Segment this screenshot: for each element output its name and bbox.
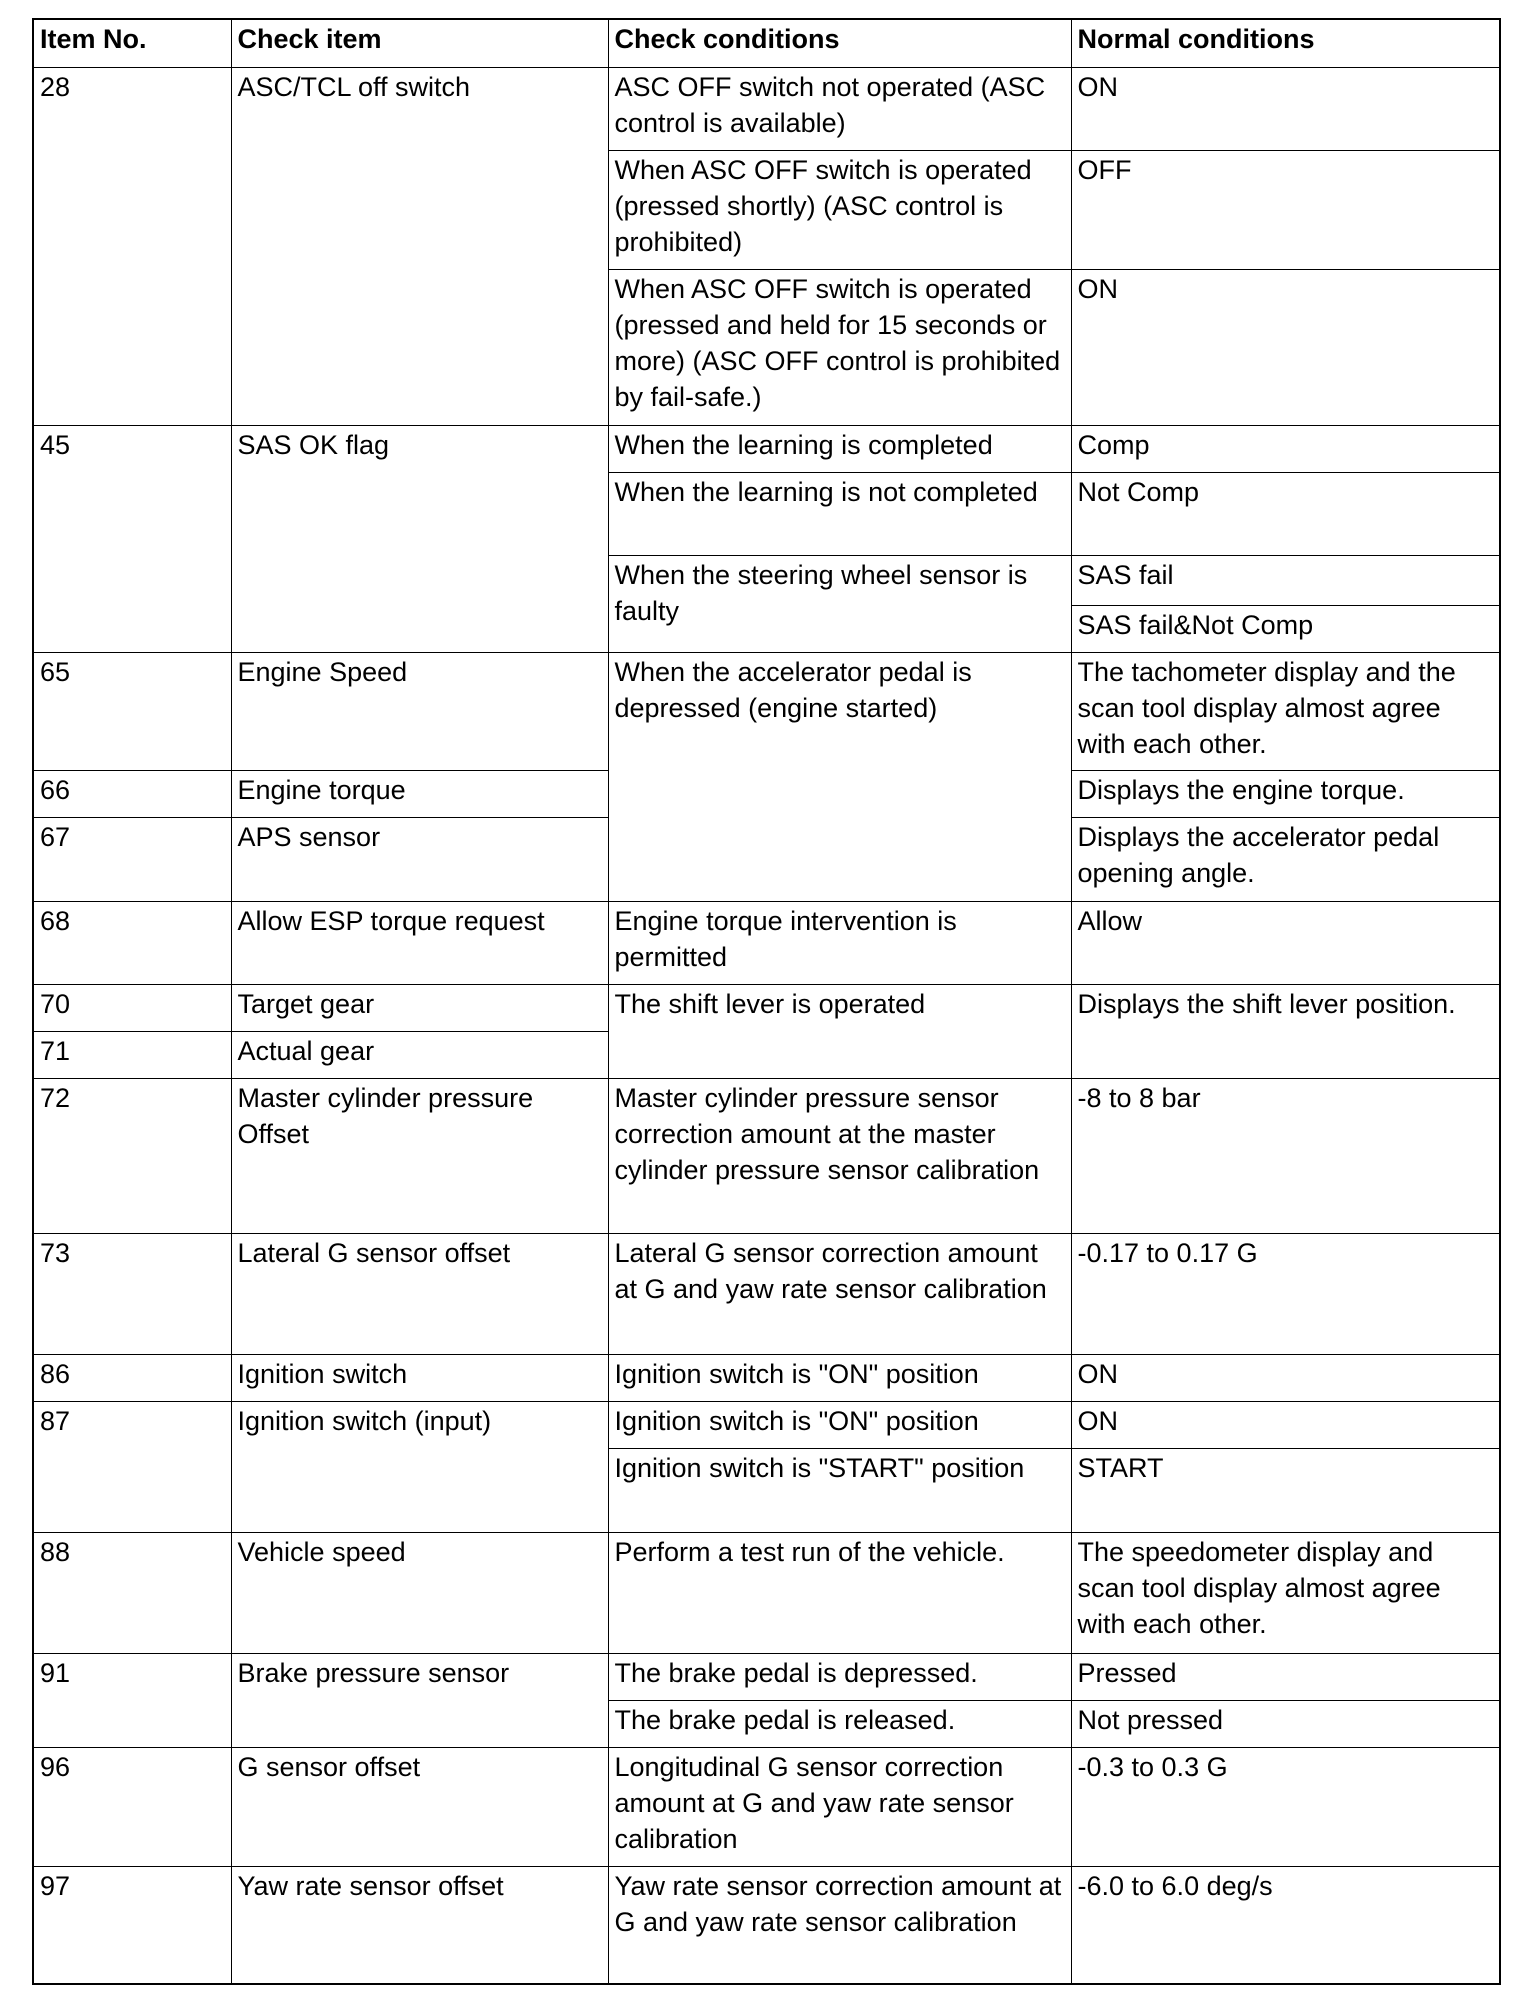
item-no: 87 bbox=[33, 1401, 231, 1532]
item-no: 67 bbox=[33, 817, 231, 901]
normal-condition: -0.3 to 0.3 G bbox=[1071, 1747, 1500, 1866]
check-condition: The brake pedal is depressed. bbox=[608, 1653, 1071, 1700]
normal-condition: The tachometer display and the scan tool display almost agree with each other. bbox=[1071, 652, 1500, 770]
check-item: Master cylinder pressure Offset bbox=[231, 1078, 608, 1233]
check-item: APS sensor bbox=[231, 817, 608, 901]
check-condition: ASC OFF switch not operated (ASC control is available) bbox=[608, 67, 1071, 150]
item-no: 45 bbox=[33, 425, 231, 652]
normal-condition: Displays the shift lever position. bbox=[1071, 984, 1500, 1078]
item-no: 72 bbox=[33, 1078, 231, 1233]
check-item: Engine Speed bbox=[231, 652, 608, 770]
check-item: G sensor offset bbox=[231, 1747, 608, 1866]
header-check-conditions: Check conditions bbox=[608, 19, 1071, 67]
normal-condition: -6.0 to 6.0 deg/s bbox=[1071, 1866, 1500, 1984]
check-item: Allow ESP torque request bbox=[231, 901, 608, 984]
table-row bbox=[33, 984, 1500, 1031]
check-condition: Yaw rate sensor correction amount at G and yaw rate sensor calibration bbox=[608, 1866, 1071, 1984]
table-row bbox=[33, 67, 1500, 150]
normal-condition: SAS fail bbox=[1071, 555, 1500, 605]
table-row bbox=[33, 425, 1500, 472]
header-item-no: Item No. bbox=[33, 19, 231, 67]
check-condition: Lateral G sensor correction amount at G and yaw rate sensor calibration bbox=[608, 1233, 1071, 1354]
normal-condition: START bbox=[1071, 1448, 1500, 1532]
item-no: 70 bbox=[33, 984, 231, 1031]
check-condition: When ASC OFF switch is operated (pressed and held for 15 seconds or more) (ASC OFF control is prohibited by fail-safe.) bbox=[608, 269, 1071, 425]
table-row bbox=[33, 1653, 1500, 1700]
item-no: 28 bbox=[33, 67, 231, 425]
normal-condition: Pressed bbox=[1071, 1653, 1500, 1700]
table-row bbox=[33, 1401, 1500, 1448]
item-no: 65 bbox=[33, 652, 231, 770]
normal-condition: Not pressed bbox=[1071, 1700, 1500, 1747]
item-no: 86 bbox=[33, 1354, 231, 1401]
normal-condition: -8 to 8 bar bbox=[1071, 1078, 1500, 1233]
check-condition: Ignition switch is "ON" position bbox=[608, 1401, 1071, 1448]
item-no: 88 bbox=[33, 1532, 231, 1653]
normal-condition: ON bbox=[1071, 67, 1500, 150]
table-row bbox=[33, 1532, 1500, 1653]
item-no: 71 bbox=[33, 1031, 231, 1078]
check-item: Ignition switch (input) bbox=[231, 1401, 608, 1532]
normal-condition: SAS fail&Not Comp bbox=[1071, 605, 1500, 652]
check-condition: Master cylinder pressure sensor correction amount at the master cylinder pressure sensor calibration bbox=[608, 1078, 1071, 1233]
check-condition: When the accelerator pedal is depressed (engine started) bbox=[608, 652, 1071, 901]
normal-condition: The speedometer display and scan tool display almost agree with each other. bbox=[1071, 1532, 1500, 1653]
check-condition: The brake pedal is released. bbox=[608, 1700, 1071, 1747]
check-item: ASC/TCL off switch bbox=[231, 67, 608, 425]
table-row bbox=[33, 1747, 1500, 1866]
check-condition: Longitudinal G sensor correction amount at G and yaw rate sensor calibration bbox=[608, 1747, 1071, 1866]
item-no: 96 bbox=[33, 1747, 231, 1866]
header-normal-conditions: Normal conditions bbox=[1071, 19, 1500, 67]
item-no: 97 bbox=[33, 1866, 231, 1984]
table-row bbox=[33, 652, 1500, 770]
check-item: SAS OK flag bbox=[231, 425, 608, 652]
check-condition: Ignition switch is "ON" position bbox=[608, 1354, 1071, 1401]
item-no: 73 bbox=[33, 1233, 231, 1354]
check-item: Lateral G sensor offset bbox=[231, 1233, 608, 1354]
check-condition: Ignition switch is "START" position bbox=[608, 1448, 1071, 1532]
item-no: 66 bbox=[33, 770, 231, 817]
normal-condition: Displays the engine torque. bbox=[1071, 770, 1500, 817]
table-row bbox=[33, 901, 1500, 984]
normal-condition: Allow bbox=[1071, 901, 1500, 984]
check-item: Vehicle speed bbox=[231, 1532, 608, 1653]
table-row bbox=[33, 1233, 1500, 1354]
normal-condition: ON bbox=[1071, 1401, 1500, 1448]
check-condition: Engine torque intervention is permitted bbox=[608, 901, 1071, 984]
check-condition: When ASC OFF switch is operated (pressed shortly) (ASC control is prohibited) bbox=[608, 150, 1071, 269]
check-condition: Perform a test run of the vehicle. bbox=[608, 1532, 1071, 1653]
table-row bbox=[33, 1866, 1500, 1984]
header-check-item: Check item bbox=[231, 19, 608, 67]
check-condition: When the learning is not completed bbox=[608, 472, 1071, 555]
normal-condition: Not Comp bbox=[1071, 472, 1500, 555]
table-row bbox=[33, 1354, 1500, 1401]
normal-condition: Displays the accelerator pedal opening angle. bbox=[1071, 817, 1500, 901]
item-no: 68 bbox=[33, 901, 231, 984]
table-row bbox=[33, 1078, 1500, 1233]
check-item: Ignition switch bbox=[231, 1354, 608, 1401]
normal-condition: -0.17 to 0.17 G bbox=[1071, 1233, 1500, 1354]
check-condition: When the steering wheel sensor is faulty bbox=[608, 555, 1071, 652]
check-item: Engine torque bbox=[231, 770, 608, 817]
normal-condition: ON bbox=[1071, 1354, 1500, 1401]
check-condition: When the learning is completed bbox=[608, 425, 1071, 472]
normal-condition: Comp bbox=[1071, 425, 1500, 472]
check-item: Yaw rate sensor offset bbox=[231, 1866, 608, 1984]
check-item: Actual gear bbox=[231, 1031, 608, 1078]
check-item: Target gear bbox=[231, 984, 608, 1031]
check-items-table bbox=[32, 18, 1501, 1985]
table-header-row bbox=[33, 19, 1500, 67]
normal-condition: ON bbox=[1071, 269, 1500, 425]
check-item: Brake pressure sensor bbox=[231, 1653, 608, 1747]
item-no: 91 bbox=[33, 1653, 231, 1747]
check-condition: The shift lever is operated bbox=[608, 984, 1071, 1078]
normal-condition: OFF bbox=[1071, 150, 1500, 269]
